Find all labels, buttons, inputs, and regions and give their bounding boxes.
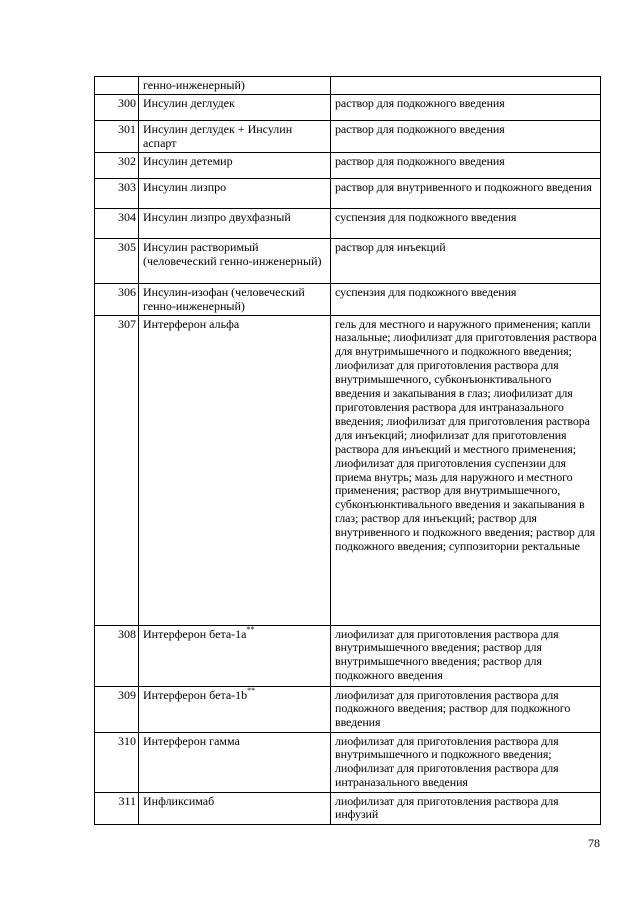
table-row bbox=[95, 792, 601, 824]
table-row bbox=[95, 120, 601, 152]
drug-name: Инсулин-изофан (человеческий генно-инженерный) bbox=[139, 283, 331, 315]
dosage-form: лиофилизат для приготовления раствора для инфузий bbox=[331, 792, 601, 824]
dosage-form: гель для местного и наружного применения; капли назальные; лиофилизат для приготовления раствора для внутримышечного и подкожного введения; лиофилизат для приготовления раствора для внутримышечного, субконъюнктивального введения и закапывания в глаз; лиофилизат для приготовления раствора для интраназального введения; лиофилизат для приготовления раствора для инъекций; лиофилизат для приготовления раствора для инъекций и местного применения; лиофилизат для приготовления суспензии для приема внутрь; мазь для наружного и местного применения; раствор для внутримышечного, субконъюнктивального введения и закапывания в глаз; раствор для инъекций; раствор для внутривенного и подкожного введения; раствор для подкожного введения; суппозитории ректальные bbox=[331, 315, 601, 625]
row-number: 308 bbox=[95, 625, 139, 686]
drug-name: Интерферон альфа bbox=[139, 315, 331, 625]
page-number: 78 bbox=[588, 836, 600, 850]
row-number: 301 bbox=[95, 120, 139, 152]
drug-name: Инсулин деглудек + Инсулин аспарт bbox=[139, 120, 331, 152]
table-row bbox=[95, 77, 601, 95]
dosage-form: раствор для подкожного введения bbox=[331, 152, 601, 178]
drug-name: Интерферон гамма bbox=[139, 732, 331, 792]
row-number: 305 bbox=[95, 238, 139, 283]
row-number: 311 bbox=[95, 792, 139, 824]
dosage-form: лиофилизат для приготовления раствора для подкожного введения; раствор для подкожного введения bbox=[331, 686, 601, 732]
table-row bbox=[95, 178, 601, 208]
drug-name: Интерферон бета-1a** bbox=[139, 625, 331, 686]
dosage-form bbox=[331, 77, 601, 95]
drug-table bbox=[94, 76, 601, 825]
drug-name: Инсулин детемир bbox=[139, 152, 331, 178]
dosage-form: раствор для внутривенного и подкожного введения bbox=[331, 178, 601, 208]
table-row bbox=[95, 686, 601, 732]
dosage-form: раствор для подкожного введения bbox=[331, 94, 601, 120]
table-row bbox=[95, 283, 601, 315]
drug-name: Инсулин деглудек bbox=[139, 94, 331, 120]
drug-name: Инсулин лизпро bbox=[139, 178, 331, 208]
drug-name: Инфликсимаб bbox=[139, 792, 331, 824]
row-number: 304 bbox=[95, 208, 139, 238]
table-row bbox=[95, 625, 601, 686]
row-number bbox=[95, 77, 139, 95]
table-row bbox=[95, 238, 601, 283]
row-number: 309 bbox=[95, 686, 139, 732]
row-number: 306 bbox=[95, 283, 139, 315]
dosage-form: лиофилизат для приготовления раствора для внутримышечного и подкожного введения; лиофилизат для приготовления раствора для интраназального введения bbox=[331, 732, 601, 792]
row-number: 310 bbox=[95, 732, 139, 792]
table-row bbox=[95, 94, 601, 120]
dosage-form: лиофилизат для приготовления раствора для внутримышечного введения; раствор для внутримышечного введения; раствор для подкожного введения bbox=[331, 625, 601, 686]
drug-name: Интерферон бета-1b** bbox=[139, 686, 331, 732]
table-row bbox=[95, 732, 601, 792]
table-row bbox=[95, 152, 601, 178]
dosage-form: суспензия для подкожного введения bbox=[331, 283, 601, 315]
dosage-form: суспензия для подкожного введения bbox=[331, 208, 601, 238]
table-row bbox=[95, 208, 601, 238]
drug-name: Инсулин растворимый (человеческий генно-инженерный) bbox=[139, 238, 331, 283]
drug-name: генно-инженерный) bbox=[139, 77, 331, 95]
drug-name: Инсулин лизпро двухфазный bbox=[139, 208, 331, 238]
row-number: 307 bbox=[95, 315, 139, 625]
table-row bbox=[95, 315, 601, 625]
dosage-form: раствор для подкожного введения bbox=[331, 120, 601, 152]
row-number: 303 bbox=[95, 178, 139, 208]
row-number: 302 bbox=[95, 152, 139, 178]
dosage-form: раствор для инъекций bbox=[331, 238, 601, 283]
row-number: 300 bbox=[95, 94, 139, 120]
